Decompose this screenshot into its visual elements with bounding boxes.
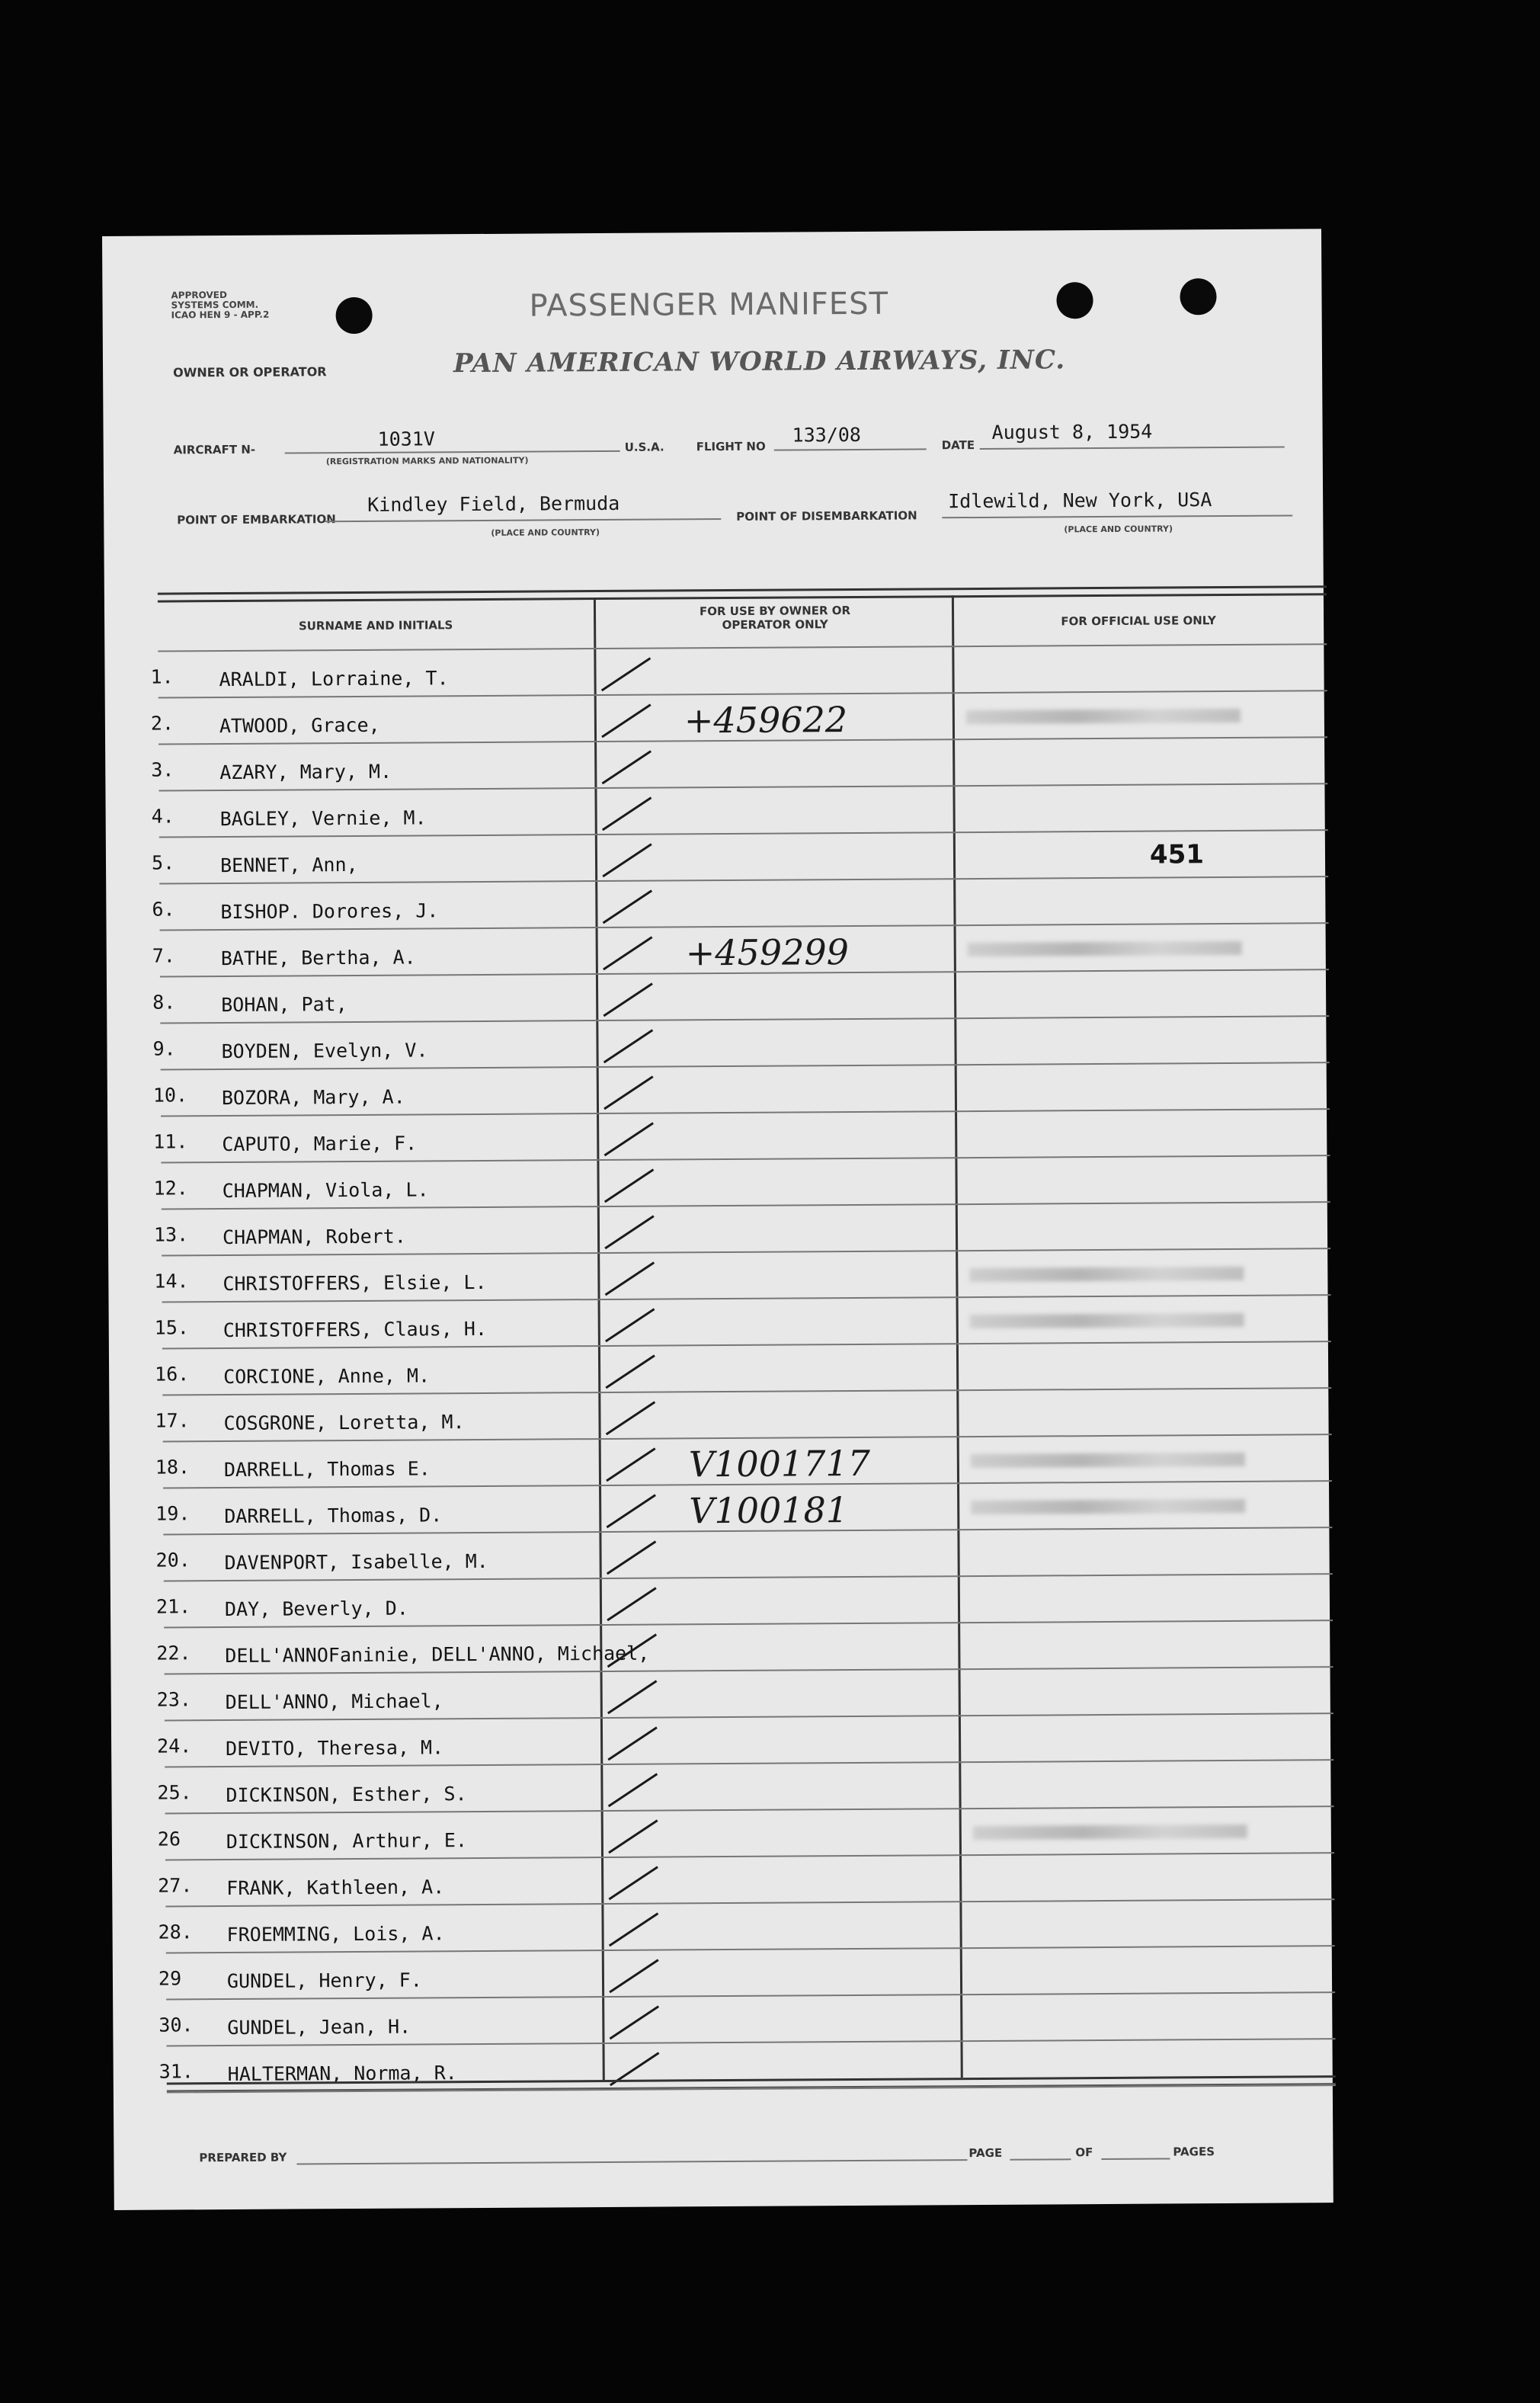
of-label: OF	[1075, 2145, 1093, 2160]
passenger-name: CHAPMAN, Robert.	[222, 1225, 406, 1249]
check-mark-icon	[603, 1165, 656, 1203]
check-mark-icon	[607, 1677, 660, 1715]
operator-note: V1001717	[688, 1442, 871, 1485]
table-row	[158, 1993, 1335, 2046]
check-mark-icon	[600, 654, 653, 692]
approval-stamp: APPROVED SYSTEMS COMM. ICAO HEN 9 - APP.2	[171, 290, 270, 321]
table-row	[157, 1714, 1333, 1767]
passenger-name: AZARY, Mary, M.	[219, 760, 392, 784]
table-row	[157, 1807, 1334, 1860]
table-row	[150, 691, 1327, 745]
row-number: 18.	[155, 1456, 190, 1479]
embark-value: Kindley Field, Bermuda	[367, 492, 620, 516]
check-mark-icon	[607, 1723, 660, 1761]
passenger-name: HALTERMAN, Norma, R.	[227, 2062, 457, 2086]
row-number: 4.	[151, 805, 174, 828]
erased-mark	[966, 709, 1241, 724]
check-mark-icon	[608, 1956, 661, 1994]
table-row	[151, 831, 1328, 884]
table-row	[154, 1249, 1330, 1302]
passenger-name: DEVITO, Theresa, M.	[226, 1736, 444, 1761]
check-mark-icon	[607, 1816, 661, 1854]
row-number: 15.	[154, 1316, 189, 1339]
embark-label: POINT OF EMBARKATION	[177, 512, 336, 527]
table-row	[151, 784, 1327, 838]
passenger-name: BAGLEY, Vernie, M.	[219, 806, 427, 831]
row-number: 1.	[150, 665, 174, 688]
passenger-name: FRANK, Kathleen, A.	[226, 1876, 445, 1900]
passenger-name: CHAPMAN, Viola, L.	[222, 1178, 429, 1203]
passenger-name: BOHAN, Pat,	[221, 993, 347, 1017]
check-mark-icon	[605, 1537, 658, 1575]
row-number: 31.	[158, 2060, 194, 2083]
check-mark-icon	[607, 1863, 661, 1901]
table-row	[155, 1575, 1333, 1628]
passenger-name: ATWOOD, Grace,	[219, 713, 380, 738]
table-row	[156, 1621, 1333, 1674]
check-mark-icon	[604, 1305, 658, 1343]
punch-hole	[335, 297, 372, 334]
table-row	[158, 1946, 1335, 2000]
table-row	[155, 1482, 1332, 1535]
check-mark-icon	[602, 979, 655, 1017]
check-mark-icon	[607, 1909, 661, 1947]
check-mark-icon	[601, 840, 655, 878]
owner-label: OWNER OR OPERATOR	[173, 364, 327, 380]
page-title: PASSENGER MANIFEST	[529, 286, 889, 324]
check-mark-icon	[600, 747, 654, 785]
col-official: FOR OFFICIAL USE ONLY	[1061, 614, 1216, 629]
check-mark-icon	[605, 1491, 658, 1529]
passenger-name: GUNDEL, Henry, F.	[226, 1969, 422, 1993]
check-mark-icon	[604, 1212, 657, 1250]
official-mark: 451	[1149, 839, 1205, 870]
table-row	[152, 877, 1328, 931]
row-number: 20.	[155, 1549, 190, 1572]
table-row	[157, 1761, 1333, 1814]
table-row	[153, 1110, 1330, 1163]
check-mark-icon	[600, 700, 654, 739]
row-number: 17.	[155, 1409, 190, 1432]
row-number: 25.	[157, 1781, 192, 1804]
row-number: 24.	[157, 1735, 192, 1757]
table-row	[152, 970, 1329, 1024]
row-number: 19.	[155, 1502, 190, 1525]
table-row	[152, 1017, 1329, 1070]
row-number: 30.	[158, 2014, 194, 2036]
manifest-sheet	[102, 229, 1333, 2210]
row-number: 9.	[152, 1037, 176, 1060]
col-operator: FOR USE BY OWNER OR OPERATOR ONLY	[699, 604, 851, 633]
check-mark-icon	[602, 1026, 655, 1064]
passenger-name: ARALDI, Lorraine, T.	[219, 667, 449, 691]
check-mark-icon	[608, 2002, 661, 2040]
punch-hole	[1056, 282, 1093, 319]
passenger-name: BOZORA, Mary, A.	[221, 1085, 405, 1110]
row-number: 6.	[152, 898, 175, 921]
check-mark-icon	[604, 1258, 657, 1296]
passenger-name: CAPUTO, Marie, F.	[222, 1132, 418, 1156]
check-mark-icon	[603, 1119, 656, 1157]
check-mark-icon	[606, 1630, 659, 1668]
passenger-name: DICKINSON, Esther, S.	[226, 1783, 467, 1807]
passenger-name: DAY, Beverly, D.	[224, 1597, 408, 1621]
row-number: 14.	[154, 1270, 189, 1293]
row-number: 16.	[155, 1363, 190, 1386]
check-mark-icon	[606, 1584, 659, 1622]
check-mark-icon	[601, 886, 655, 924]
passenger-name: DARRELL, Thomas E.	[223, 1457, 431, 1482]
erased-mark	[969, 1267, 1244, 1282]
aircraft-label: AIRCRAFT N-	[173, 442, 256, 457]
usa-label: U.S.A.	[624, 440, 664, 454]
check-mark-icon	[603, 1072, 656, 1110]
page-label: PAGE	[969, 2145, 1003, 2161]
row-number: 12.	[153, 1177, 188, 1200]
passenger-name: BATHE, Bertha, A.	[220, 946, 416, 970]
check-mark-icon	[604, 1398, 658, 1436]
prepared-by-label: PREPARED BY	[199, 2150, 287, 2165]
passenger-name: FROEMMING, Lois, A.	[226, 1922, 445, 1946]
row-number: 22.	[156, 1642, 191, 1664]
operator-note: +459299	[685, 931, 850, 974]
passenger-name: GUNDEL, Jean, H.	[227, 2015, 411, 2039]
table-row	[155, 1528, 1332, 1581]
passenger-name: DELL'ANNO, Michael,	[225, 1690, 443, 1714]
registration-note: (REGISTRATION MARKS AND NATIONALITY)	[325, 455, 529, 467]
check-mark-icon	[605, 1444, 658, 1482]
table-row	[150, 645, 1327, 698]
check-mark-icon	[607, 1770, 660, 1808]
erased-mark	[970, 1313, 1244, 1328]
check-mark-icon	[602, 933, 655, 971]
row-number: 3.	[151, 758, 174, 781]
erased-mark	[968, 941, 1242, 956]
table-row	[158, 1900, 1334, 1953]
row-number: 10.	[152, 1084, 188, 1107]
passenger-name: DAVENPORT, Isabelle, M.	[224, 1549, 488, 1575]
passenger-name: CORCIONE, Anne, M.	[223, 1364, 431, 1389]
table-row	[158, 1854, 1334, 1907]
disembark-place-note: (PLACE AND COUNTRY)	[1064, 524, 1173, 535]
passenger-name: BISHOP. Dorores, J.	[220, 899, 439, 924]
passenger-name: DARRELL, Thomas, D.	[224, 1504, 443, 1528]
passenger-name: BOYDEN, Evelyn, V.	[221, 1039, 428, 1063]
row-number: 21.	[155, 1595, 191, 1618]
row-number: 8.	[152, 991, 176, 1014]
row-number: 13.	[153, 1223, 189, 1246]
aircraft-value: 1031V	[377, 428, 435, 450]
passenger-name: CHRISTOFFERS, Claus, H.	[223, 1317, 488, 1342]
table-row	[152, 1063, 1330, 1117]
airline-name: PAN AMERICAN WORLD AIRWAYS, INC.	[453, 344, 1066, 380]
row-number: 23.	[156, 1688, 191, 1711]
punch-hole	[1180, 278, 1216, 315]
passenger-name: DICKINSON, Arthur, E.	[226, 1829, 468, 1854]
row-number: 11.	[153, 1130, 188, 1153]
manifest-table	[150, 585, 1336, 2086]
passenger-name: COSGRONE, Loretta, M.	[223, 1411, 465, 1435]
table-row	[156, 1668, 1333, 1721]
passenger-name: BENNET, Ann,	[219, 853, 358, 877]
table-row	[151, 738, 1327, 791]
embark-place-note: (PLACE AND COUNTRY)	[491, 527, 600, 538]
row-number: 28.	[158, 1921, 193, 1943]
date-value: August 8, 1954	[991, 420, 1153, 444]
table-row	[155, 1389, 1331, 1442]
table-row	[155, 1342, 1331, 1395]
pages-label: PAGES	[1173, 2145, 1215, 2159]
row-number: 5.	[151, 851, 175, 874]
check-mark-icon	[604, 1351, 658, 1389]
flight-label: FLIGHT NO	[696, 439, 766, 454]
row-number: 27.	[158, 1874, 193, 1897]
table-row	[155, 1435, 1332, 1488]
erased-mark	[971, 1453, 1245, 1468]
row-number: 29	[158, 1967, 182, 1990]
row-number: 26	[157, 1828, 181, 1850]
operator-note: V100181	[689, 1489, 849, 1532]
row-number: 7.	[152, 944, 175, 967]
table-row	[152, 924, 1329, 977]
disembark-label: POINT OF DISEMBARKATION	[736, 508, 917, 524]
table-row	[153, 1156, 1330, 1210]
operator-note: +459622	[684, 699, 848, 742]
erased-mark	[973, 1825, 1247, 1840]
row-number: 2.	[150, 712, 174, 735]
passenger-name: CHRISTOFFERS, Elsie, L.	[223, 1270, 487, 1296]
table-row	[154, 1296, 1331, 1349]
date-label: DATE	[941, 438, 975, 453]
passenger-name: DELL'ANNOFaninie, DELL'ANNO, Michael,	[225, 1642, 650, 1668]
flight-value: 133/08	[792, 423, 862, 447]
disembark-value: Idlewild, New York, USA	[948, 489, 1212, 513]
col-surname: SURNAME AND INITIALS	[298, 618, 453, 633]
erased-mark	[971, 1499, 1245, 1514]
check-mark-icon	[600, 793, 654, 831]
table-row	[153, 1203, 1330, 1256]
